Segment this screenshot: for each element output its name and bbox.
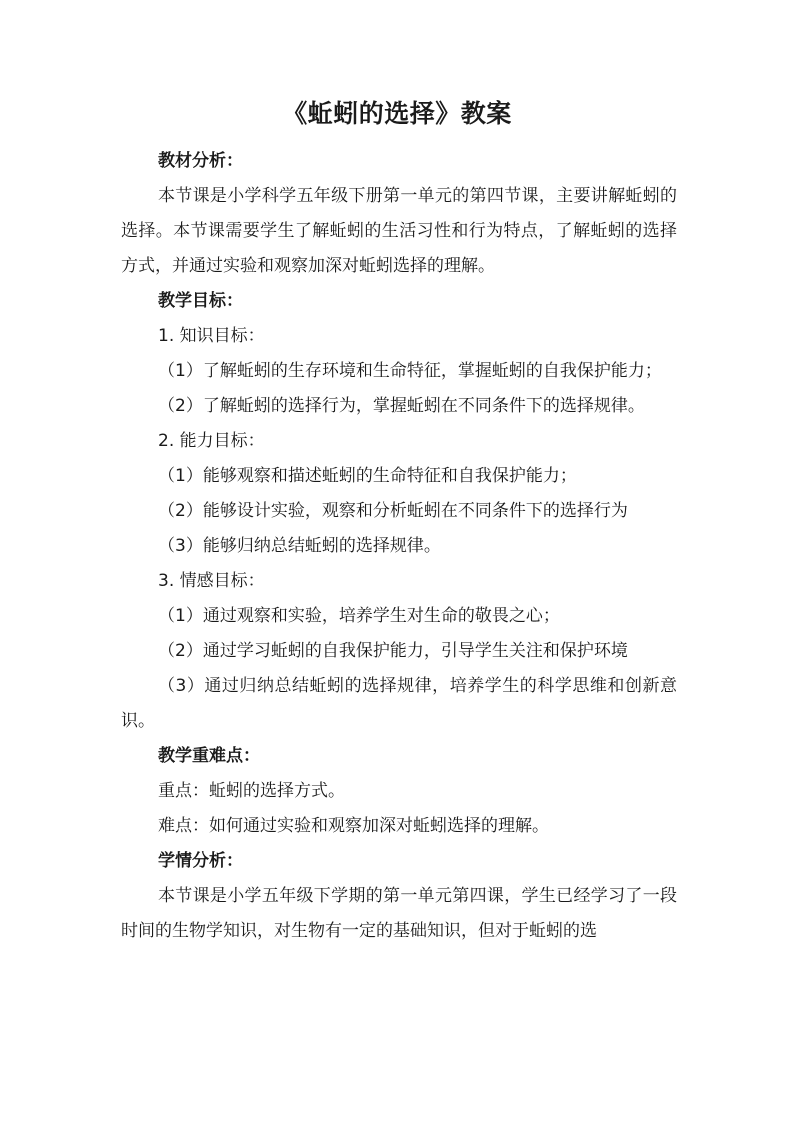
goal-emotion-item-1: （1）通过观察和实验，培养学生对生命的敬畏之心； — [158, 606, 560, 626]
goal-ability-item-2: （2）能够设计实验，观察和分析蚯蚓在不同条件下的选择行为 — [158, 501, 628, 521]
goal-knowledge-item-1: （1）了解蚯蚓的生存环境和生命特征，掌握蚯蚓的自我保护能力； — [158, 361, 662, 381]
goal-ability-label: 2. 能力目标： — [158, 431, 265, 451]
document-body — [121, 144, 677, 949]
learners-paragraph: 本节课是小学五年级下学期的第一单元第四课，学生已经学习了一段时间的生物学知识，对生物有一定的基础知识，但对于蚯蚓的选 — [121, 886, 677, 941]
section-heading-material: 教材分析： — [158, 151, 243, 171]
keypoint-focus: 重点：蚯蚓的选择方式。 — [158, 781, 345, 801]
goal-emotion-item-3: （3）通过归纳总结蚯蚓的选择规律，培养学生的科学思维和创新意识。 — [121, 676, 677, 731]
keypoint-difficulty: 难点：如何通过实验和观察加深对蚯蚓选择的理解。 — [158, 816, 549, 836]
goal-ability-item-1: （1）能够观察和描述蚯蚓的生命特征和自我保护能力； — [158, 466, 577, 486]
goal-knowledge-label: 1. 知识目标： — [158, 326, 265, 346]
section-heading-goals: 教学目标： — [158, 291, 243, 311]
section-heading-keypoints: 教学重难点： — [158, 746, 260, 766]
goal-ability-item-3: （3）能够归纳总结蚯蚓的选择规律。 — [158, 536, 441, 556]
goal-emotion-label: 3. 情感目标： — [158, 571, 265, 591]
section-heading-learners: 学情分析： — [158, 851, 243, 871]
document-title: 《蚯蚓的选择》教案 — [282, 99, 512, 128]
goal-emotion-item-2: （2）通过学习蚯蚓的自我保护能力，引导学生关注和保护环境 — [158, 641, 628, 661]
goal-knowledge-item-2: （2）了解蚯蚓的选择行为，掌握蚯蚓在不同条件下的选择规律。 — [158, 396, 645, 416]
material-paragraph: 本节课是小学科学五年级下册第一单元的第四节课，主要讲解蚯蚓的选择。本节课需要学生了解蚯蚓的生活习性和行为特点，了解蚯蚓的选择方式，并通过实验和观察加深对蚯蚓选择的理解。 — [121, 186, 677, 276]
